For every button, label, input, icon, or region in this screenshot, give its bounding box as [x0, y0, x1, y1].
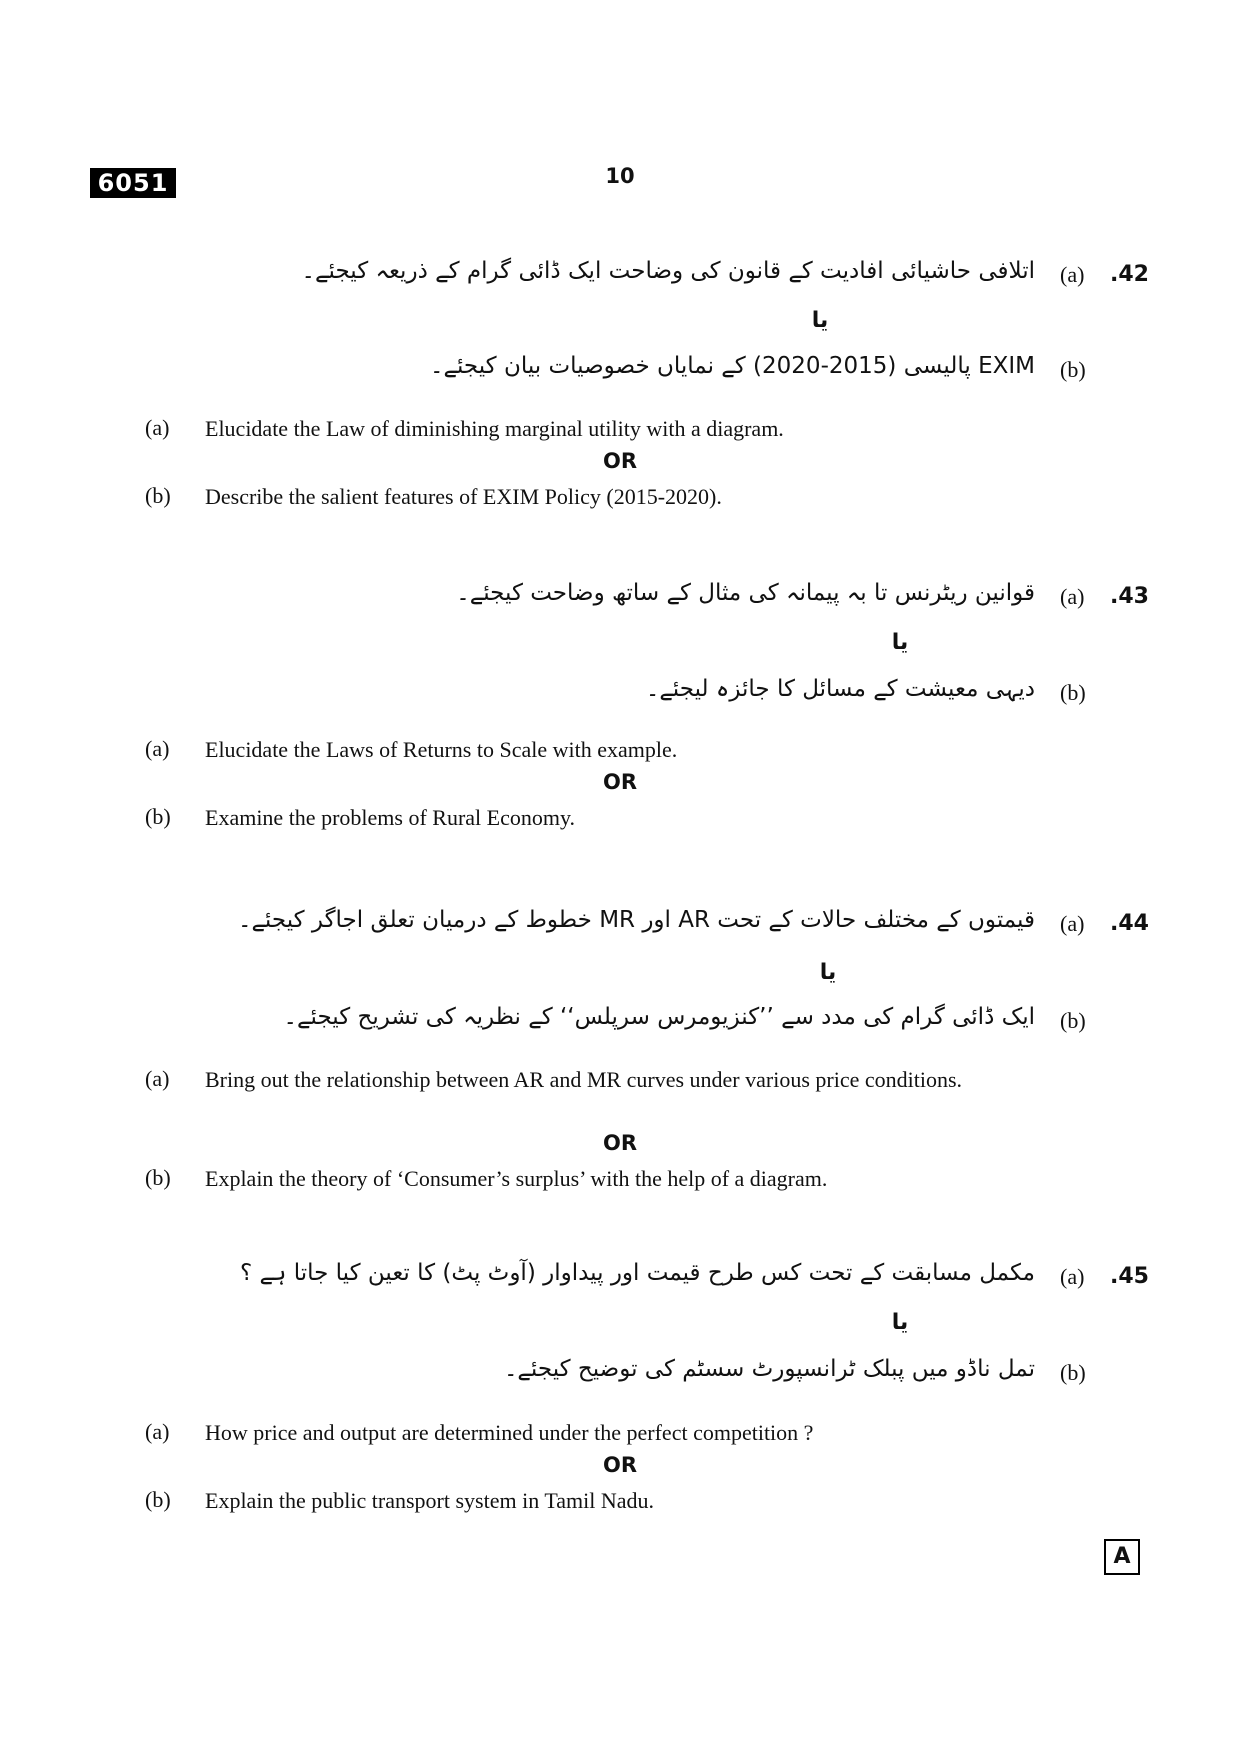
question-number-44: .44 — [1110, 911, 1149, 936]
english-or: OR — [602, 449, 638, 473]
urdu-or: یا — [811, 308, 829, 333]
urdu-option-a-label: (a) — [1060, 911, 1085, 936]
english-option-a-label: (a) — [145, 1419, 170, 1444]
urdu-question-44b: ایک ڈائی گرام کی مدد سے ’’کنزیومرس سرپلس‘‘ کے نظریہ کی تشریح کیجئے۔ — [283, 1004, 1035, 1030]
english-or: OR — [602, 1131, 638, 1155]
english-question-42b: Describe the salient features of EXIM Policy (2015-2020). — [205, 484, 722, 509]
urdu-or: یا — [891, 1310, 909, 1335]
english-option-b-label: (b) — [145, 483, 171, 508]
paper-code-badge: 6051 — [90, 168, 176, 198]
urdu-question-42a: اتلافی حاشیائی افادیت کے قانون کی وضاحت ایک ڈائی گرام کے ذریعہ کیجئے۔ — [301, 258, 1035, 284]
question-number-45: .45 — [1110, 1264, 1149, 1289]
urdu-option-a-label: (a) — [1060, 1264, 1085, 1289]
english-option-b-label: (b) — [145, 1487, 171, 1512]
urdu-option-a-label: (a) — [1060, 262, 1085, 287]
urdu-option-b-label: (b) — [1060, 357, 1086, 382]
urdu-or: یا — [891, 630, 909, 655]
urdu-question-45b: تمل ناڈو میں پبلک ٹرانسپورٹ سسٹم کی توضیح کیجئے۔ — [503, 1356, 1035, 1382]
urdu-or: یا — [819, 960, 837, 985]
english-option-b-label: (b) — [145, 804, 171, 829]
urdu-option-b-label: (b) — [1060, 680, 1086, 705]
english-or: OR — [602, 1453, 638, 1477]
english-question-45a: How price and output are determined under the perfect competition ? — [205, 1420, 814, 1445]
version-letter-box: A — [1104, 1539, 1140, 1575]
english-question-44b: Explain the theory of ‘Consumer’s surplus’ with the help of a diagram. — [205, 1166, 828, 1191]
english-option-a-label: (a) — [145, 1066, 170, 1091]
urdu-question-44a: قیمتوں کے مختلف حالات کے تحت AR اور MR خطوط کے درمیان تعلق اجاگر کیجئے۔ — [237, 907, 1035, 933]
question-number-42: .42 — [1110, 262, 1149, 287]
urdu-question-45a: مکمل مسابقت کے تحت کس طرح قیمت اور پیداوار (آوٹ پٹ) کا تعین کیا جاتا ہے ؟ — [239, 1260, 1035, 1286]
urdu-question-43b: دیہی معیشت کے مسائل کا جائزہ لیجئے۔ — [645, 676, 1035, 702]
urdu-option-a-label: (a) — [1060, 584, 1085, 609]
english-question-45b: Explain the public transport system in Tamil Nadu. — [205, 1488, 654, 1513]
page-number: 10 — [605, 164, 635, 188]
english-option-a-label: (a) — [145, 736, 170, 761]
english-option-a-label: (a) — [145, 415, 170, 440]
english-or: OR — [602, 770, 638, 794]
urdu-question-43a: قوانین ریٹرنس تا بہ پیمانہ کی مثال کے ساتھ وضاحت کیجئے۔ — [456, 580, 1035, 606]
urdu-option-b-label: (b) — [1060, 1008, 1086, 1033]
question-number-43: .43 — [1110, 584, 1149, 609]
english-question-42a: Elucidate the Law of diminishing marginal utility with a diagram. — [205, 416, 784, 441]
urdu-question-42b: EXIM پالیسی (2015-2020) کے نمایاں خصوصیات بیان کیجئے۔ — [430, 353, 1035, 379]
urdu-option-b-label: (b) — [1060, 1360, 1086, 1385]
english-option-b-label: (b) — [145, 1165, 171, 1190]
english-question-43b: Examine the problems of Rural Economy. — [205, 805, 576, 830]
english-question-44a: Bring out the relationship between AR and MR curves under various price conditions. — [205, 1067, 963, 1092]
english-question-43a: Elucidate the Laws of Returns to Scale with example. — [205, 737, 678, 762]
